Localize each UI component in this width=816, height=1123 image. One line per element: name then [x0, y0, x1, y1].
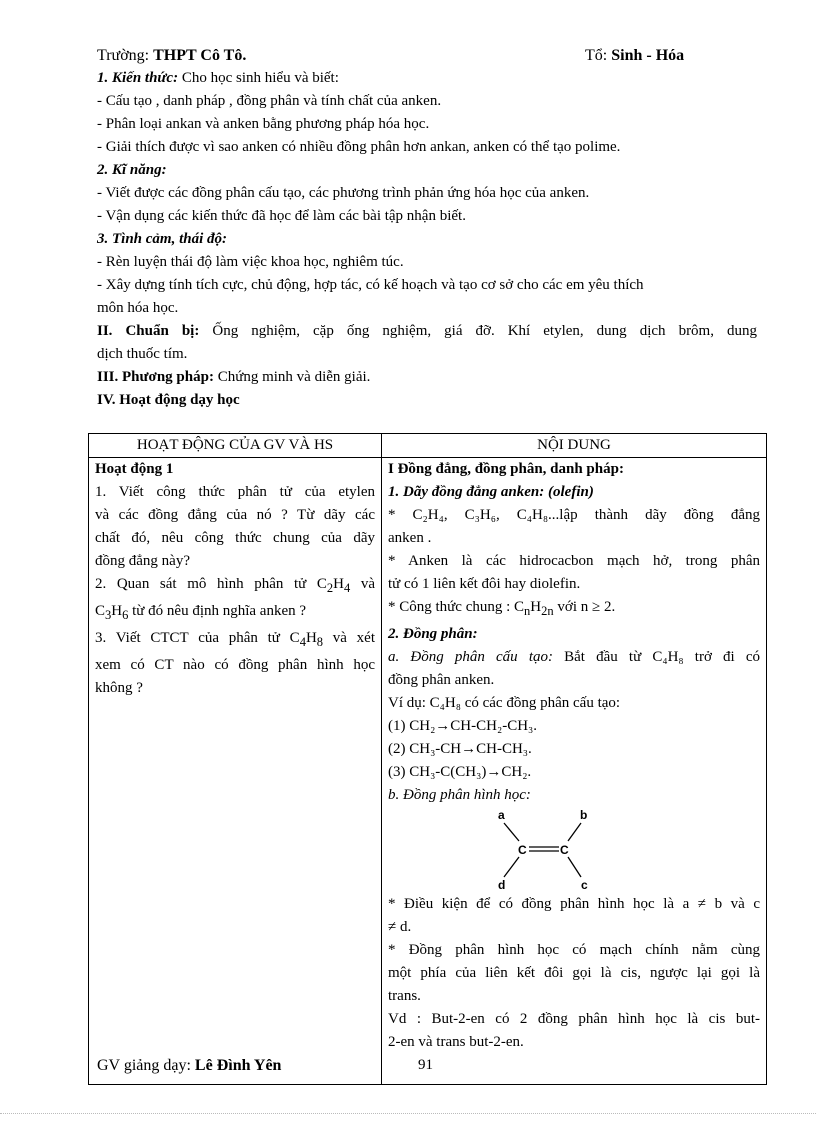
question-line: 1. Viết công thức phân tử của etylen — [95, 484, 375, 500]
prep-line — [97, 320, 757, 342]
content-line: * Đồng phân hình học có mạch chính nằm cùng — [388, 942, 760, 958]
isomer-formula: (1) CH₂→CH-CH₂-CH₃. — [388, 718, 538, 734]
prep-title: II. Chuẩn bị: — [97, 323, 200, 339]
prep-text-continued: dịch thuốc tím. — [97, 346, 188, 362]
content-line: * Anken là các hidrocacbon mạch hở, trong phân — [388, 553, 760, 569]
school-label: Trường: — [97, 47, 150, 64]
content-line: Vd : But-2-en có 2 đồng phân hình học là cis but- — [388, 1011, 760, 1027]
left-cell — [89, 458, 382, 1085]
skills-item: - Vận dụng các kiến thức đã học để làm các bài tập nhận biết. — [97, 208, 466, 224]
attitude-item: môn hóa học. — [97, 300, 179, 316]
knowledge-heading — [97, 67, 757, 89]
attitude-item: - Xây dựng tính tích cực, chủ động, hợp tác, có kế hoạch và tạo cơ sở cho các em yêu thích — [97, 277, 644, 293]
content-line: * C₂H₄, C₃H₆, C₄H₈...lập thành dãy đồng đẳng — [388, 507, 760, 523]
skills-item: - Viết được các đồng phân cấu tạo, các phương trình phản ứng hóa học của anken. — [97, 185, 590, 201]
content-line: đồng phân anken. — [388, 672, 495, 688]
carbon-right: C — [560, 843, 569, 857]
isomer-formula: (2) CH₃-CH→CH-CH₃. — [388, 741, 532, 757]
question-line: và các đồng đẳng của nó ? Từ dãy các — [95, 507, 375, 523]
example-line: Ví dụ: C₄H₈ có các đồng phân cấu tạo: — [388, 695, 621, 711]
attitude-title: 3. Tình cảm, thái độ: — [97, 231, 228, 247]
knowledge-intro: Cho học sinh hiểu và biết: — [181, 70, 339, 86]
knowledge-item: - Cấu tạo , danh pháp , đồng phân và tính chất của anken. — [97, 93, 442, 109]
group-name: Sinh - Hóa — [611, 47, 685, 64]
method-title: III. Phương pháp: — [97, 369, 214, 385]
right-cell — [382, 458, 767, 1085]
knowledge-title: 1. Kiến thức: — [97, 70, 179, 86]
label-b: b — [580, 808, 588, 822]
question-line: 2. Quan sát mô hình phân tử $C_2H_4$ và — [95, 576, 375, 595]
content-line: a. Đồng phân cấu tạo: Bắt đầu từ C₄H₈ trở đi có — [388, 649, 760, 665]
geometric-isomer-diagram — [388, 807, 760, 893]
content-line: 2-en và trans but-2-en. — [388, 1034, 524, 1050]
skills-title: 2. Kĩ năng: — [97, 162, 167, 178]
content-line: ≠ d. — [388, 919, 412, 935]
teacher-footer — [97, 1057, 281, 1075]
content-line: anken . — [388, 530, 432, 546]
activity-table — [88, 433, 767, 1085]
question-line: xem có CT nào có đồng phân hình học — [95, 657, 375, 673]
content-line: một phía của liên kết đôi gọi là cis, ngược lại gọi là — [388, 965, 760, 981]
prep-text: Ống nghiệm, cặp ống nghiệm, giá đỡ. Khí etylen, dung dịch brôm, dung — [212, 323, 758, 339]
school-name: THPT Cô Tô. — [153, 47, 247, 64]
carbon-left: C — [518, 843, 527, 857]
question-line: không ? — [95, 680, 143, 696]
content-line: tử có 1 liên kết đôi hay diolefin. — [388, 576, 581, 592]
diagram-svg — [488, 807, 608, 893]
page-number: 91 — [418, 1057, 433, 1073]
content-line: * Điều kiện để có đồng phân hình học là a ≠ b và c — [388, 896, 760, 912]
label-d: d — [498, 878, 506, 892]
question-line: đồng đẳng này? — [95, 553, 190, 569]
activity-heading: Hoạt động 1 — [95, 461, 174, 477]
label-c: c — [581, 878, 588, 892]
col-header-right: NỘI DUNG — [382, 434, 767, 458]
method-line — [97, 366, 757, 388]
isomer-formula: (3) CH₃-C(CH₃)→CH₂. — [388, 764, 532, 780]
question-line: $C_3H_6$ từ đó nêu định nghĩa anken ? — [95, 603, 307, 622]
knowledge-item: - Phân loại ankan và anken bằng phương pháp hóa học. — [97, 116, 430, 132]
geo-title: b. Đồng phân hình học: — [388, 787, 531, 803]
teacher-label: GV giảng dạy: — [97, 1057, 191, 1074]
homolog-title: 1. Dãy đồng đẳng anken: (olefin) — [388, 484, 594, 500]
method-text: Chứng minh và diễn giải. — [217, 369, 371, 385]
activity-title: IV. Hoạt động dạy học — [97, 392, 240, 408]
isomer-title: 2. Đồng phân: — [388, 626, 478, 642]
attitude-item: - Rèn luyện thái độ làm việc khoa học, nghiêm túc. — [97, 254, 404, 270]
bond-lines — [504, 823, 581, 877]
question-line: chất đó, nêu công thức chung của dãy — [95, 530, 375, 546]
label-a: a — [498, 808, 505, 822]
knowledge-item: - Giải thích được vì sao anken có nhiều đồng phân hơn ankan, anken có thể tạo polime. — [97, 139, 621, 155]
page-edge-divider — [0, 1113, 816, 1114]
question-line: 3. Viết CTCT của phân tử $C_4H_8$ và xét — [95, 630, 375, 649]
group-label: Tổ: — [585, 47, 608, 64]
teacher-name: Lê Đình Yên — [194, 1057, 282, 1074]
col-header-left: HOẠT ĐỘNG CỦA GV VÀ HS — [89, 434, 382, 458]
general-formula: * Công thức chung : $C_nH_{2n}$ với n ≥ 2. — [388, 599, 616, 618]
content-heading: I Đồng đẳng, đồng phân, danh pháp: — [388, 461, 624, 477]
content-line: trans. — [388, 988, 421, 1004]
group-header — [585, 45, 684, 67]
